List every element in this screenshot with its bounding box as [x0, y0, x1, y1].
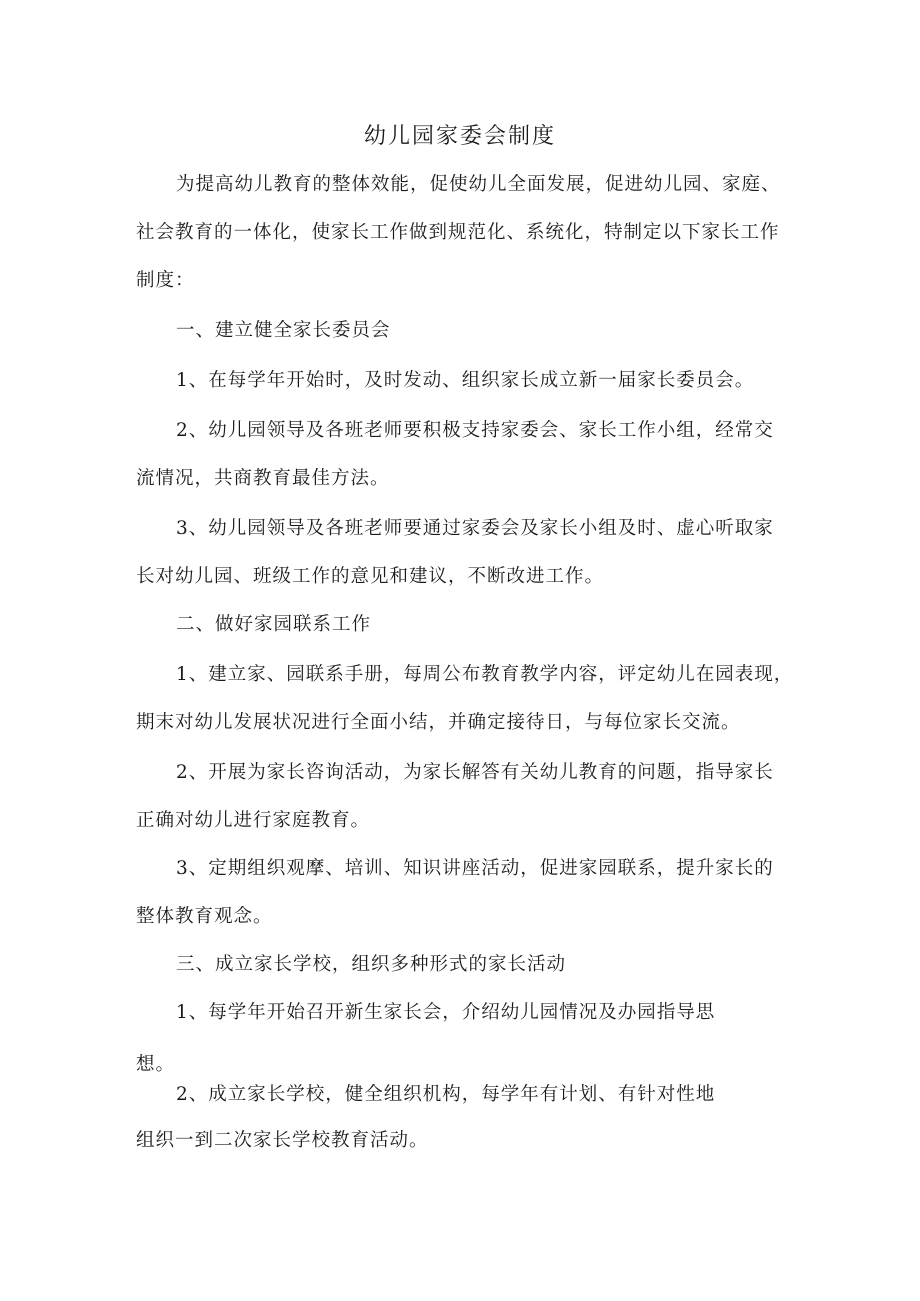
- paragraph-line: 2、开展为家长咨询活动，为家长解答有关幼儿教育的问题，指导家长: [176, 762, 774, 783]
- paragraph-line: 制度：: [136, 270, 195, 291]
- paragraph-line: 组织一到二次家长学校教育活动。: [136, 1130, 429, 1151]
- paragraph-line: 2、幼儿园领导及各班老师要积极支持家委会、家长工作小组，经常交: [176, 420, 774, 441]
- paragraph-line: 整体教育观念。: [136, 906, 273, 927]
- paragraph-line: 1、每学年开始召开新生家长会，介绍幼儿园情况及办园指导思: [176, 1002, 716, 1023]
- paragraph-line: 2、成立家长学校，健全组织机构，每学年有计划、有针对性地: [176, 1084, 716, 1105]
- paragraph-line: 为提高幼儿教育的整体效能，促使幼儿全面发展，促进幼儿园、家庭、: [176, 174, 781, 195]
- paragraph-line: 流情况，共商教育最佳方法。: [136, 468, 390, 489]
- paragraph-line: 1、建立家、园联系手册，每周公布教育教学内容，评定幼儿在园表现，: [176, 664, 794, 685]
- section-heading: 一、建立健全家长委员会: [176, 320, 391, 341]
- section-heading: 三、成立家长学校，组织多种形式的家长活动: [176, 954, 567, 975]
- paragraph-line: 长对幼儿园、班级工作的意见和建议，不断改进工作。: [136, 566, 605, 587]
- section-heading: 二、做好家园联系工作: [176, 614, 372, 635]
- paragraph-line: 1、在每学年开始时，及时发动、组织家长成立新一届家长委员会。: [176, 370, 755, 391]
- paragraph-line: 期末对幼儿发展状况进行全面小结，并确定接待日，与每位家长交流。: [136, 712, 741, 733]
- paragraph-line: 正确对幼儿进行家庭教育。: [136, 810, 371, 831]
- document-title: 幼儿园家委会制度: [363, 124, 556, 149]
- paragraph-line: 社会教育的一体化，使家长工作做到规范化、系统化，特制定以下家长工作: [136, 222, 780, 243]
- paragraph-line: 3、定期组织观摩、培训、知识讲座活动，促进家园联系，提升家长的: [176, 858, 774, 879]
- paragraph-line: 想。: [136, 1054, 176, 1075]
- paragraph-line: 3、幼儿园领导及各班老师要通过家委会及家长小组及时、虚心听取家: [176, 518, 774, 539]
